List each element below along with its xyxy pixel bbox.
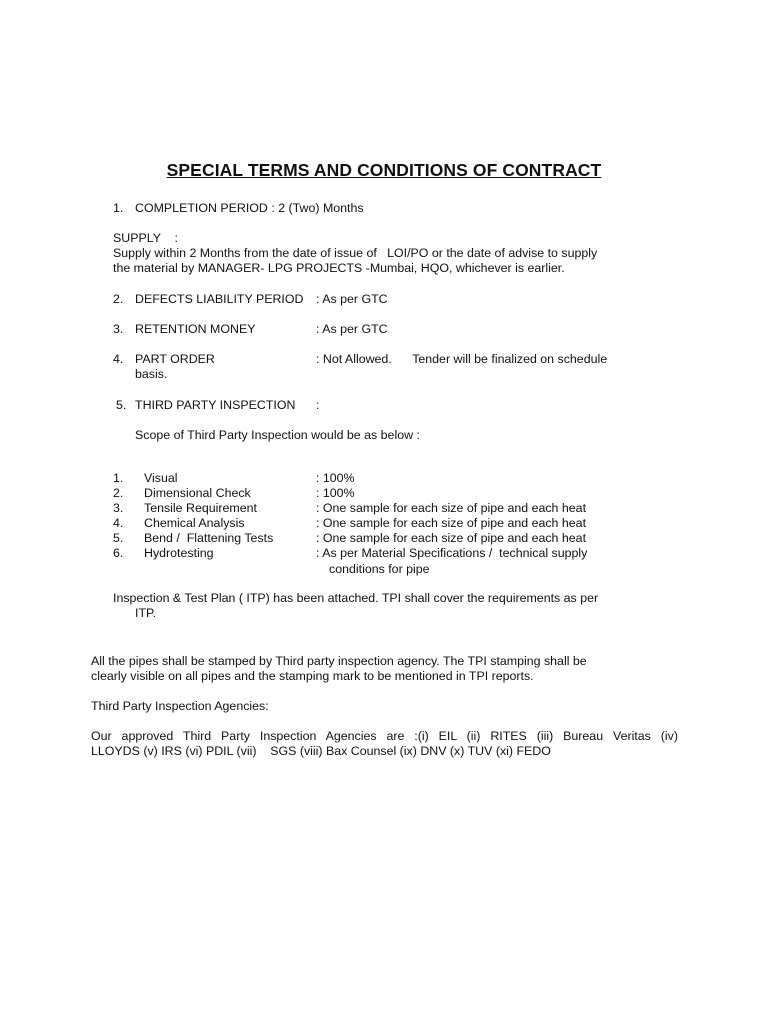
item-3-number: 3. xyxy=(113,322,124,336)
stamping-line-2: clearly visible on all pipes and the stamping mark to be mentioned in TPI reports. xyxy=(91,669,534,683)
inspection-name: Bend / Flattening Tests xyxy=(144,531,274,545)
inspection-name: Visual xyxy=(144,471,178,485)
supply-line-2: the material by MANAGER- LPG PROJECTS -Mumbai, HQO, whichever is earlier. xyxy=(113,261,565,275)
stamping-line-1: All the pipes shall be stamped by Third party inspection agency. The TPI stamping shall be xyxy=(91,654,587,668)
inspection-value: : One sample for each size of pipe and each heat xyxy=(316,501,587,515)
scope-text: Scope of Third Party Inspection would be as below : xyxy=(135,428,420,442)
inspection-value: : One sample for each size of pipe and each heat xyxy=(316,531,587,545)
item-2-value: : As per GTC xyxy=(316,292,388,306)
inspection-number: 2. xyxy=(113,486,124,500)
supply-line-1: Supply within 2 Months from the date of issue of LOI/PO or the date of advise to supply xyxy=(113,246,598,260)
agencies-heading: Third Party Inspection Agencies: xyxy=(91,699,269,713)
inspection-value: : 100% xyxy=(316,486,355,500)
inspection-name: Tensile Requirement xyxy=(144,501,257,515)
inspection-value: : 100% xyxy=(316,471,355,485)
inspection-name: Chemical Analysis xyxy=(144,516,245,530)
item-5-number: 5. xyxy=(116,398,127,412)
inspection-name: Hydrotesting xyxy=(144,546,214,560)
inspection-number: 1. xyxy=(113,471,124,485)
hydrotesting-continuation: conditions for pipe xyxy=(329,562,430,576)
item-5-label: THIRD PARTY INSPECTION xyxy=(135,398,296,412)
item-5-value: : xyxy=(316,398,320,412)
itp-line-1: Inspection & Test Plan ( ITP) has been attached. TPI shall cover the requirements as per xyxy=(113,591,599,605)
item-4-label: PART ORDER xyxy=(135,352,215,366)
inspection-number: 4. xyxy=(113,516,124,530)
supply-label: SUPPLY : xyxy=(113,231,178,245)
inspection-number: 6. xyxy=(113,546,124,560)
page-title: SPECIAL TERMS AND CONDITIONS OF CONTRACT xyxy=(166,160,602,180)
item-2-label: DEFECTS LIABILITY PERIOD xyxy=(135,292,304,306)
item-4-value: : Not Allowed. Tender will be finalized on schedule xyxy=(316,352,608,366)
item-3-label: RETENTION MONEY xyxy=(135,322,256,336)
inspection-value: : One sample for each size of pipe and each heat xyxy=(316,516,587,530)
agencies-line-1: Our approved Third Party Inspection Agencies are :(i) EIL (ii) RITES (iii) Bureau Veritas (iv) xyxy=(91,729,678,743)
agencies-line-2: LLOYDS (v) IRS (vi) PDIL (vii) SGS (viii) Bax Counsel (ix) DNV (x) TUV (xi) FEDO xyxy=(91,744,551,758)
item-2-number: 2. xyxy=(113,292,124,306)
item-3-value: : As per GTC xyxy=(316,322,388,336)
inspection-name: Dimensional Check xyxy=(144,486,251,500)
item-1-number: 1. xyxy=(113,201,124,215)
inspection-number: 3. xyxy=(113,501,124,515)
inspection-value: : As per Material Specifications / technical supply xyxy=(316,546,588,560)
item-4-continuation: basis. xyxy=(135,367,168,381)
itp-line-2: ITP. xyxy=(135,606,157,620)
item-1-text: COMPLETION PERIOD : 2 (Two) Months xyxy=(135,201,364,215)
item-4-number: 4. xyxy=(113,352,124,366)
inspection-number: 5. xyxy=(113,531,124,545)
